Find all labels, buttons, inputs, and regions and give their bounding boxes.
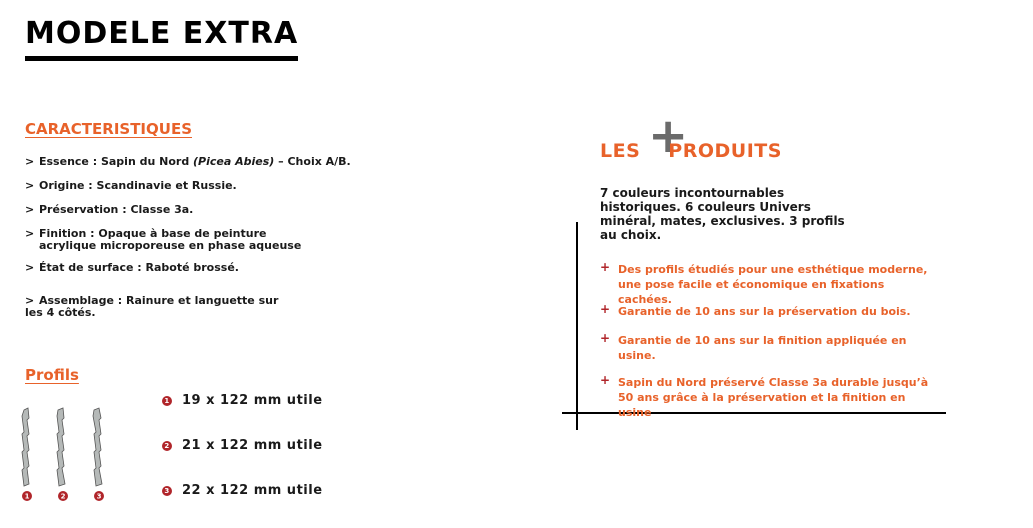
spec-preservation: > Préservation : Classe 3a. [25, 203, 194, 216]
advantage-item: + Garantie de 10 ans sur la finition appliquée en usine. [600, 331, 907, 362]
arrow-icon: > [25, 261, 35, 274]
profile-drawings [18, 404, 118, 506]
advantage-item: + Garantie de 10 ans sur la préservation du bois. [600, 302, 911, 318]
plus-icon: + [648, 108, 689, 164]
profile-2-drawing [57, 408, 65, 486]
profile-row-1: 1 19 x 122 mm utile [162, 393, 323, 408]
profile-1-drawing [22, 408, 29, 486]
arrow-icon: > [25, 227, 35, 240]
plus-bullet-icon: + [600, 331, 611, 345]
page-title: MODELE EXTRA [25, 14, 298, 61]
les-plus-produits-title: LES PRODUITS [600, 140, 782, 162]
spec-etat-surface: > État de surface : Raboté brossé. [25, 261, 239, 274]
arrow-icon: > [25, 203, 35, 216]
plus-bullet-icon: + [600, 260, 611, 274]
profile-3-drawing [93, 408, 102, 486]
number-badge-icon: 2 [162, 441, 172, 451]
profils-heading: Profils [25, 366, 79, 384]
spec-essence: > Essence : Sapin du Nord (Picea Abies) – Choix A/B. [25, 155, 351, 168]
profile-row-2: 2 21 x 122 mm utile [162, 438, 323, 453]
profile-number-label: 2 [60, 492, 66, 501]
number-badge-icon: 1 [162, 396, 172, 406]
profile-number-label: 3 [96, 492, 102, 501]
advantage-item: + Sapin du Nord préservé Classe 3a durable jusqu’à 50 ans grâce à la préservation et la finition en usine [600, 373, 929, 419]
profile-number-label: 1 [24, 492, 30, 501]
arrow-icon: > [25, 155, 35, 168]
spec-assemblage: > Assemblage : Rainure et languette sur les 4 côtés. [25, 294, 279, 319]
number-badge-icon: 3 [162, 486, 172, 496]
plus-bullet-icon: + [600, 373, 611, 387]
plus-bullet-icon: + [600, 302, 611, 316]
profile-row-3: 3 22 x 122 mm utile [162, 483, 323, 498]
spec-origine: > Origine : Scandinavie et Russie. [25, 179, 237, 192]
arrow-icon: > [25, 179, 35, 192]
spec-finition: > Finition : Opaque à base de peinture acrylique microporeuse en phase aqueuse [25, 227, 302, 252]
vertical-divider [576, 222, 578, 430]
arrow-icon: > [25, 294, 35, 307]
advantage-item: + Des profils étudiés pour une esthétique moderne, une pose facile et économique en fixations cachées. [600, 260, 928, 306]
intro-text: 7 couleurs incontournables historiques. 6 couleurs Univers minéral, mates, exclusives. 3 profils au choix. [600, 186, 845, 242]
caracteristiques-heading: CARACTERISTIQUES [25, 120, 192, 138]
